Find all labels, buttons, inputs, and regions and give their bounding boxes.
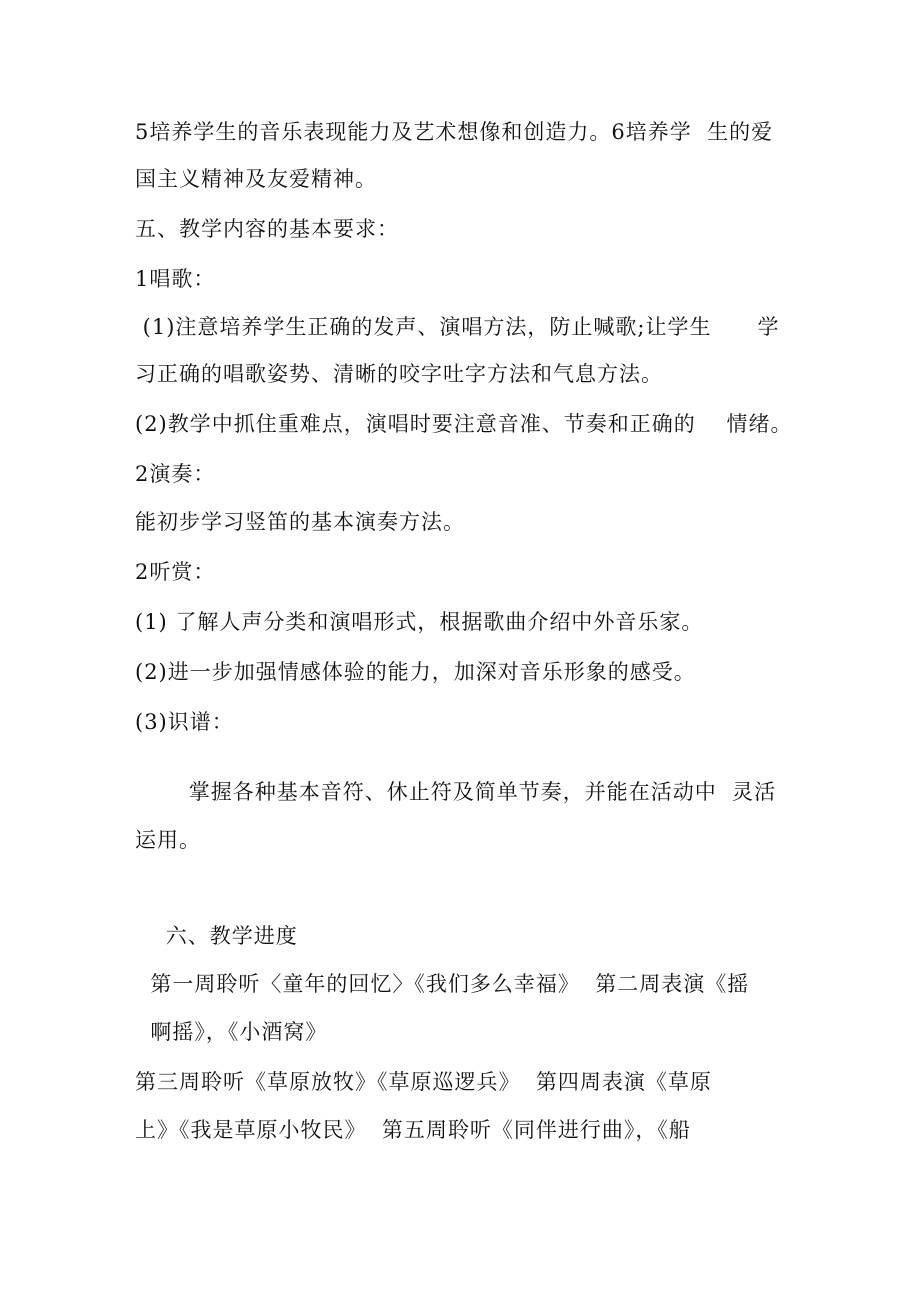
subheading-performance: 2演奏： [135,462,216,486]
text-line-2: 国主义精神及友爱精神。 [135,167,377,191]
text-line-15: 运用。 [135,828,201,852]
text-line-7: (2)教学中抓住重难点，演唱时要注意音准、节奏和正确的 情绪。 [135,412,793,436]
text-line-17: 第一周聆听〈童年的回忆〉《我们多么幸福》 第二周表演《摇 [135,972,750,996]
text-line-19: 第三周聆听《草原放牧》《草原巡逻兵》 第四周表演《草原 [135,1070,712,1094]
text-line-9: 能初步学习竖笛的基本演奏方法。 [135,510,465,534]
text-line-12: (2)进一步加强情感体验的能力，加深对音乐形象的感受。 [135,660,696,684]
text-line-11: (1) 了解人声分类和演唱形式，根据歌曲介绍中外音乐家。 [135,610,704,634]
text-line-18: 啊摇》，《小酒窝》 [135,1020,328,1044]
section-heading-5: 五、教学内容的基本要求： [135,217,399,241]
text-line-5: (1)注意培养学生正确的发声、演唱方法，防止喊歌;让学生 学 [135,315,780,339]
text-line-13: (3)识谱： [135,710,234,734]
section-heading-6: 六、教学进度 [135,924,298,948]
text-line-20: 上》《我是草原小牧民》 第五周聆听《同伴进行曲》，《船 [135,1118,691,1142]
subheading-singing: 1唱歌： [135,267,216,291]
text-line-6: 习正确的唱歌姿势、清晰的咬字吐字方法和气息方法。 [135,362,663,386]
subheading-listening: 2听赏： [135,560,216,584]
text-line-1: 5培养学生的音乐表现能力及艺术想像和创造力。6培养学 生的爱 [135,120,774,144]
text-line-14: 掌握各种基本音符、休止符及简单节奏，并能在活动中 灵活 [135,780,777,804]
